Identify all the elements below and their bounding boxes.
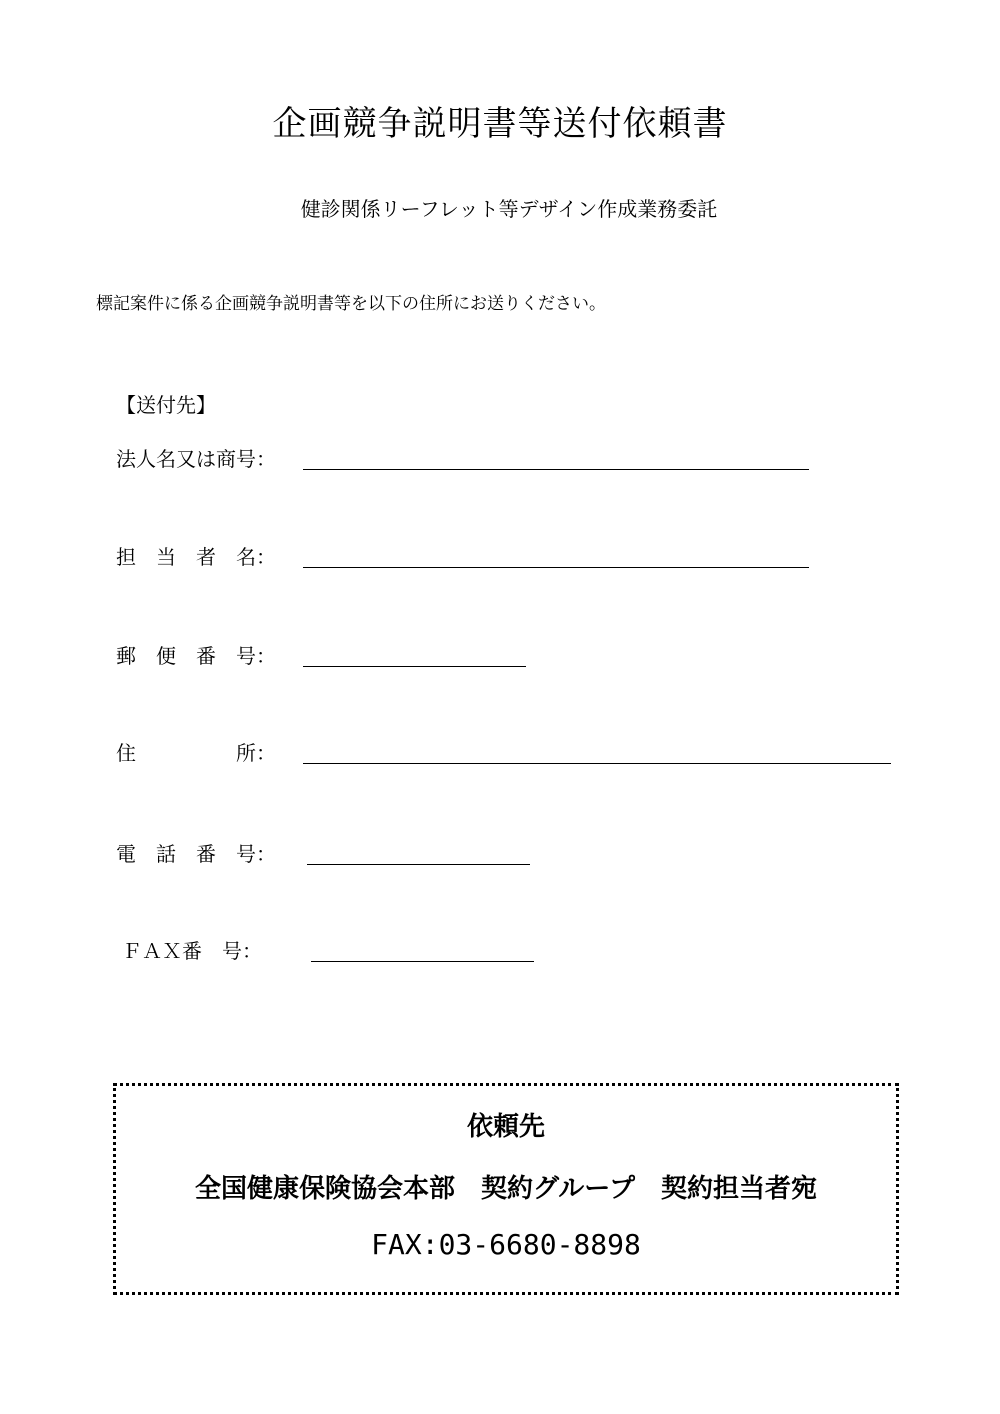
contact-person-input-line[interactable] [303,567,809,568]
document-subtitle: 健診関係リーフレット等デザイン作成業務委託 [300,197,718,221]
request-recipient-box [113,1083,899,1295]
intro-text: 標記案件に係る企画競争説明書等を以下の住所にお送りください。 [96,294,606,314]
request-recipient: 全国健康保険協会本部 契約グループ 契約担当者宛 [195,1174,817,1204]
request-fax-number: FAX:03-6680-8898 [371,1228,641,1261]
send-to-heading: 【送付先】 [116,393,216,417]
request-heading: 依頼先 [466,1112,545,1142]
phone-label: 電 話 番 号： [116,842,276,866]
fax-input-line[interactable] [311,961,534,962]
postal-code-input-line[interactable] [303,666,526,667]
document-title: 企画競争説明書等送付依頼書 [272,104,728,144]
address-label: 住 所： [116,741,276,765]
company-name-input-line[interactable] [303,469,809,470]
address-input-line[interactable] [303,763,891,764]
company-name-label: 法人名又は商号： [116,447,276,471]
postal-code-label: 郵 便 番 号： [116,644,276,668]
contact-person-label: 担 当 者 名： [116,545,276,569]
phone-input-line[interactable] [307,864,530,865]
fax-label: ＦＡＸ番 号： [122,939,262,963]
